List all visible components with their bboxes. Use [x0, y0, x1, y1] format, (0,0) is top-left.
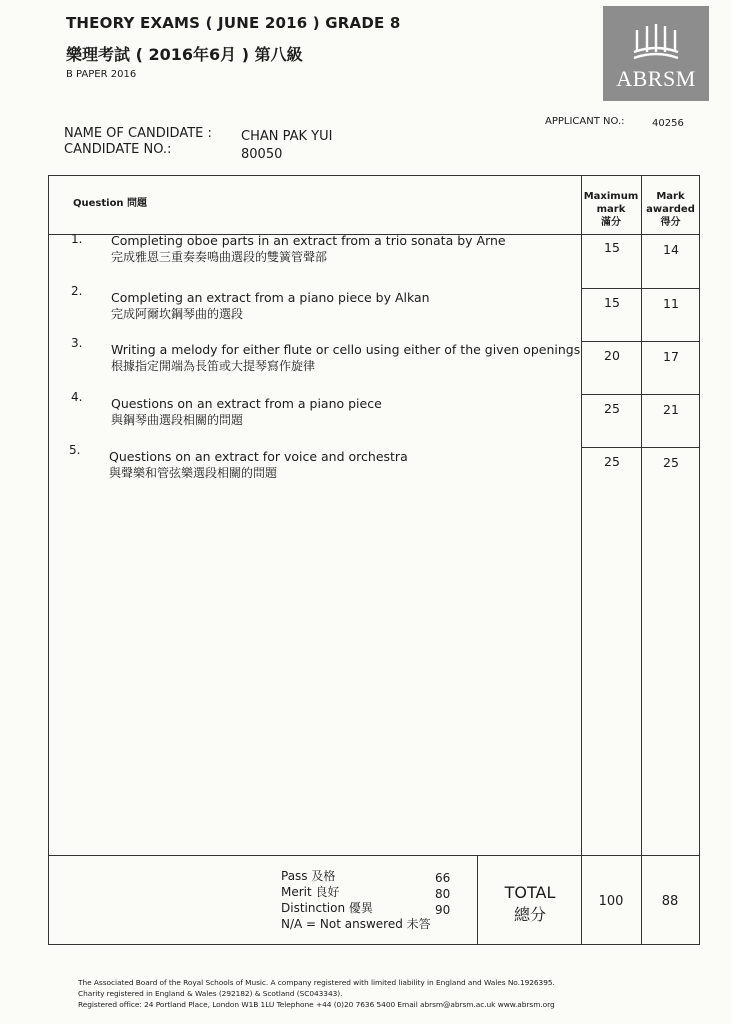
exam-title: THEORY EXAMS ( JUNE 2016 ) GRADE 8 [66, 14, 401, 32]
total-label [479, 883, 581, 925]
applicant-number: 40256 [652, 118, 684, 129]
total-mark-awarded: 88 [661, 894, 679, 909]
question-number: 2. [71, 284, 83, 298]
max-mark: 25 [604, 401, 620, 416]
max-mark: 25 [604, 454, 620, 469]
question-text [111, 289, 430, 323]
question-number: 5. [69, 443, 81, 457]
grade-label: Distinction 優異 [281, 901, 373, 915]
divider [641, 176, 642, 944]
question-english: Completing an extract from a piano piece by Alkan [111, 290, 430, 305]
question-english: Writing a melody for either flute or cello using either of the given openings [111, 342, 581, 357]
total-label-english: TOTAL [504, 883, 556, 902]
question-text [111, 341, 580, 375]
logo-text: ABRSM [616, 66, 696, 91]
grade-values [435, 870, 450, 918]
max-mark-header [582, 190, 640, 229]
mark-awarded-header-line: 得分 [660, 217, 681, 228]
question-column-header: Question 問題 [73, 198, 148, 209]
mark-awarded-header-line: awarded [646, 204, 695, 215]
max-mark-header-line: Maximum [583, 191, 639, 202]
question-text [109, 448, 408, 482]
mark-awarded-header [642, 190, 699, 229]
question-english: Questions on an extract for voice and orchestra [109, 449, 408, 464]
question-chinese: 完成雅恩三重奏奏鳴曲選段的雙簧管聲部 [111, 250, 328, 264]
marks-table [48, 175, 700, 945]
total-label-chinese: 總分 [513, 905, 546, 924]
mark-awarded: 21 [663, 402, 679, 417]
question-english: Questions on an extract from a piano piece [111, 396, 382, 411]
crown-icon [631, 22, 681, 62]
divider [477, 855, 478, 944]
question-chinese: 完成阿爾坎鋼琴曲的選段 [111, 307, 244, 321]
footer-line: Charity registered in England & Wales (292182) & Scotland (SC043343). [78, 989, 343, 998]
grade-value: 80 [435, 887, 451, 901]
divider [581, 288, 699, 289]
grade-label: N/A = Not answered 未答 [281, 917, 431, 931]
divider [581, 447, 699, 448]
candidate-no-label: CANDIDATE NO.: [64, 142, 172, 157]
mark-awarded: 11 [663, 296, 679, 311]
question-number: 1. [71, 232, 83, 246]
grade-label: Merit 良好 [281, 885, 340, 899]
footer-line: The Associated Board of the Royal Schools of Music. A company registered with limited liability in England and Wales No.1926395. [78, 978, 555, 987]
grade-value: 66 [435, 871, 451, 885]
max-mark-header-line: mark [596, 204, 626, 215]
question-chinese: 與聲樂和管弦樂選段相關的問題 [109, 466, 278, 480]
grade-label: Pass 及格 [281, 869, 336, 883]
exam-title-chinese: 樂理考試 ( 2016年6月 ) 第八級 [66, 45, 303, 64]
mark-awarded: 25 [663, 455, 679, 470]
question-number: 3. [71, 336, 83, 350]
question-english: Completing oboe parts in an extract from a trio sonata by Arne [111, 233, 506, 248]
max-mark-header-line: 滿分 [601, 217, 621, 228]
mark-awarded-header-line: Mark [656, 191, 685, 202]
mark-awarded: 17 [663, 349, 679, 364]
question-text [111, 232, 506, 266]
grade-value: 90 [435, 903, 451, 917]
abrsm-logo [603, 6, 709, 101]
divider [581, 341, 699, 342]
question-text [111, 395, 382, 429]
divider [581, 176, 582, 944]
max-mark: 15 [604, 295, 620, 310]
total-max-mark: 100 [598, 894, 624, 909]
question-chinese: 根據指定開端為長笛或大提琴寫作旋律 [111, 359, 316, 373]
candidate-name-value: CHAN PAK YUI [241, 129, 333, 144]
max-mark: 20 [604, 348, 620, 363]
paper-label: B PAPER 2016 [66, 69, 137, 80]
divider [581, 394, 699, 395]
divider [49, 855, 699, 856]
grade-thresholds [281, 868, 431, 932]
candidate-name-label: NAME OF CANDIDATE : [64, 126, 212, 141]
footer-line: Registered office: 24 Portland Place, London W1B 1LU Telephone +44 (0)20 7636 5400 Email abrsm@abrsm.ac.uk www.abrsm.org [78, 1000, 555, 1009]
applicant-label: APPLICANT NO.: [545, 116, 625, 127]
candidate-no-value: 80050 [241, 147, 283, 162]
question-number: 4. [71, 390, 83, 404]
question-chinese: 與鋼琴曲選段相關的問題 [111, 413, 244, 427]
max-mark: 15 [604, 240, 620, 255]
mark-awarded: 14 [663, 242, 679, 257]
